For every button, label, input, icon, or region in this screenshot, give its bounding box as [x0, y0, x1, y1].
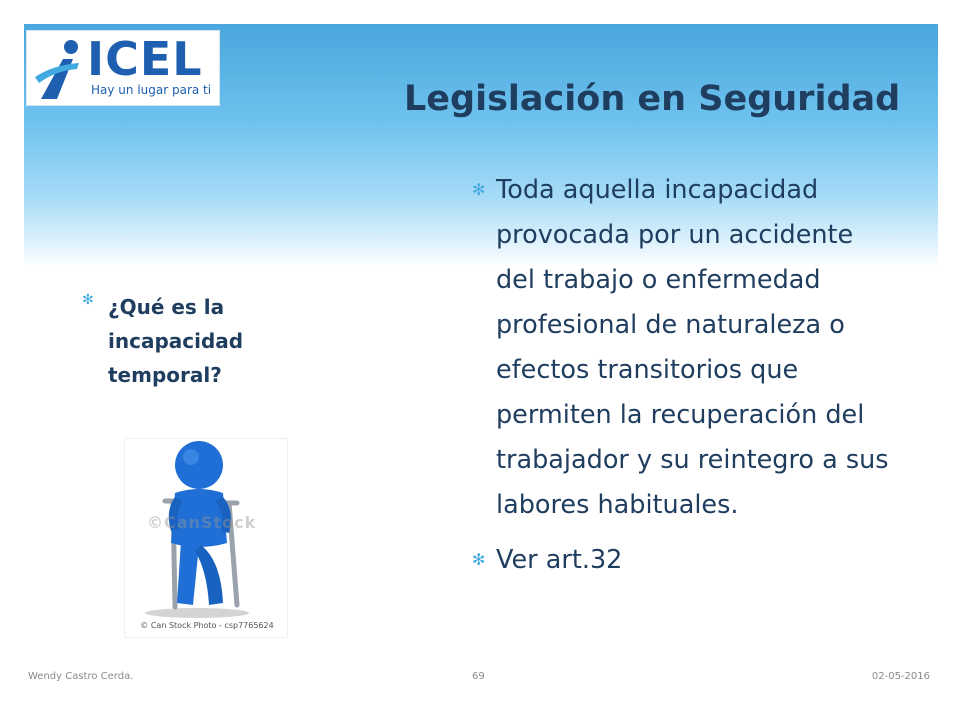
logo-wordmark: ICEL	[87, 32, 203, 86]
photo-credit: © Can Stock Photo - csp7765624	[140, 621, 274, 630]
right-bullet-list	[472, 168, 912, 583]
reference-bullet-item	[472, 538, 912, 583]
question-text: ¿Qué es la incapacidad temporal?	[108, 295, 244, 387]
footer-author: Wendy Castro Cerda.	[28, 671, 134, 682]
footer-page-number: 69	[472, 671, 485, 682]
photo-watermark: ©CanStock	[147, 513, 257, 532]
article-reference-text: Ver art.32	[496, 545, 623, 575]
footer-date: 02-05-2016	[871, 671, 930, 682]
left-bullet-item	[82, 290, 282, 392]
definition-text: Toda aquella incapacidad provocada por un accidente del trabajo o enfermedad profesional de naturaleza o efectos transitorios que permiten la recuperación del trabajador y su reintegro a sus labores habituales.	[496, 175, 889, 520]
icel-figure-icon	[33, 37, 85, 103]
slide-title: Legislación en Seguridad	[404, 79, 901, 119]
asterisk-bullet-icon: ✻	[472, 550, 486, 569]
person-on-crutches-image	[124, 438, 288, 638]
logo-tagline: Hay un lugar para ti	[91, 83, 212, 97]
asterisk-bullet-icon: ✻	[82, 292, 94, 308]
definition-bullet-item	[472, 168, 912, 528]
icel-logo	[26, 30, 220, 106]
asterisk-bullet-icon: ✻	[472, 180, 486, 199]
left-bullet-list	[82, 290, 282, 392]
